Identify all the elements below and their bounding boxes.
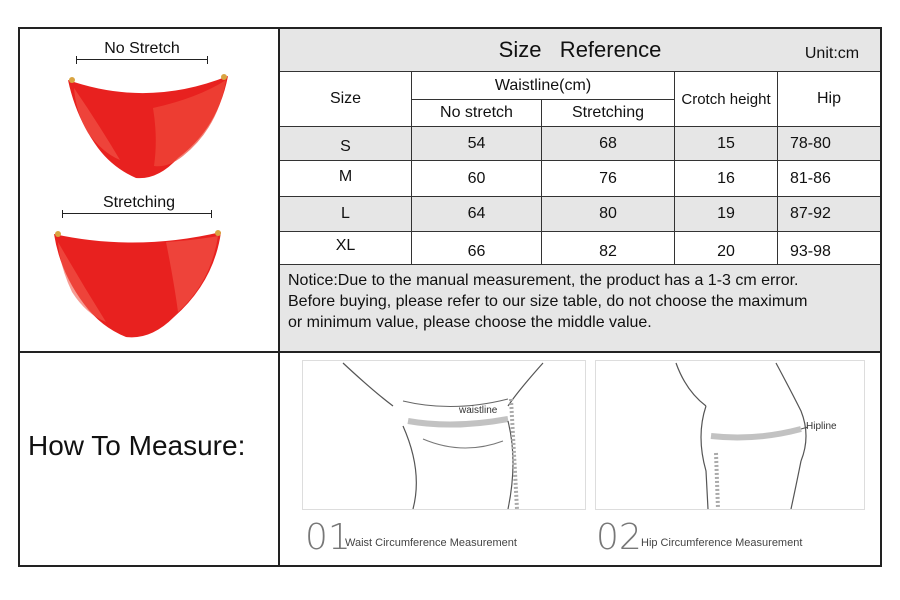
stretching-cell: 80: [541, 196, 674, 231]
crotch-cell: 20: [674, 231, 777, 264]
notice-line-3: or minimum value, please choose the middle value.: [288, 314, 652, 331]
hip-measure-illustration: [596, 361, 864, 509]
notice-box: [280, 264, 880, 351]
no-stretch-cell: 54: [411, 126, 541, 160]
table-row: [280, 160, 880, 196]
size-cell: XL: [280, 231, 411, 264]
how-to-measure-heading: How To Measure:: [28, 430, 246, 461]
table-row: [280, 231, 880, 264]
table-row: [280, 126, 880, 160]
step-2-number: 02: [596, 517, 642, 558]
stretching-label: Stretching: [102, 194, 176, 211]
size-header: Size: [280, 71, 411, 126]
notice-line-1: Notice:Due to the manual measurement, the product has a 1-3 cm error.: [288, 272, 799, 289]
size-cell: L: [280, 196, 411, 231]
waistline-annotation: waistline: [459, 405, 498, 416]
step-1-text: Waist Circumference Measurement: [345, 537, 517, 549]
hip-cell: 93-98: [777, 231, 880, 264]
stretching-cell: 76: [541, 160, 674, 196]
unit-label: Unit:cm: [804, 45, 860, 62]
crotch-cell: 15: [674, 126, 777, 160]
waist-illustration-panel: [302, 360, 586, 510]
hip-cell: 87-92: [777, 196, 880, 231]
crotch-cell: 19: [674, 196, 777, 231]
hipline-annotation: Hipline: [806, 421, 837, 432]
notice-line-2: Before buying, please refer to our size table, do not choose the maximum: [288, 293, 808, 310]
stretching-cell: 68: [541, 126, 674, 160]
hip-illustration-panel: [595, 360, 865, 510]
hip-cell: 81-86: [777, 160, 880, 196]
product-image-no-stretch: [58, 68, 238, 188]
crotch-cell: 16: [674, 160, 777, 196]
no-stretch-label: No Stretch: [104, 40, 180, 57]
no-stretch-header: No stretch: [411, 99, 541, 126]
no-stretch-cell: 66: [411, 231, 541, 264]
waist-measure-illustration: [303, 361, 585, 509]
section-divider: [18, 351, 882, 353]
no-stretch-cell: 60: [411, 160, 541, 196]
crotch-height-header: Crotch height: [674, 71, 777, 126]
size-cell: M: [280, 160, 411, 196]
hip-cell: 78-80: [777, 126, 880, 160]
table-row: [280, 196, 880, 231]
table-title: Size Reference: [498, 37, 662, 62]
step-2-text: Hip Circumference Measurement: [641, 537, 803, 549]
product-image-stretching: [46, 222, 226, 347]
stretching-header: Stretching: [541, 99, 674, 126]
waistline-header: Waistline(cm): [411, 71, 674, 99]
size-table: [280, 29, 880, 351]
size-cell: S: [280, 126, 411, 160]
hip-header: Hip: [777, 71, 880, 126]
stretching-cell: 82: [541, 231, 674, 264]
step-1-number: 01: [305, 517, 351, 558]
no-stretch-cell: 64: [411, 196, 541, 231]
